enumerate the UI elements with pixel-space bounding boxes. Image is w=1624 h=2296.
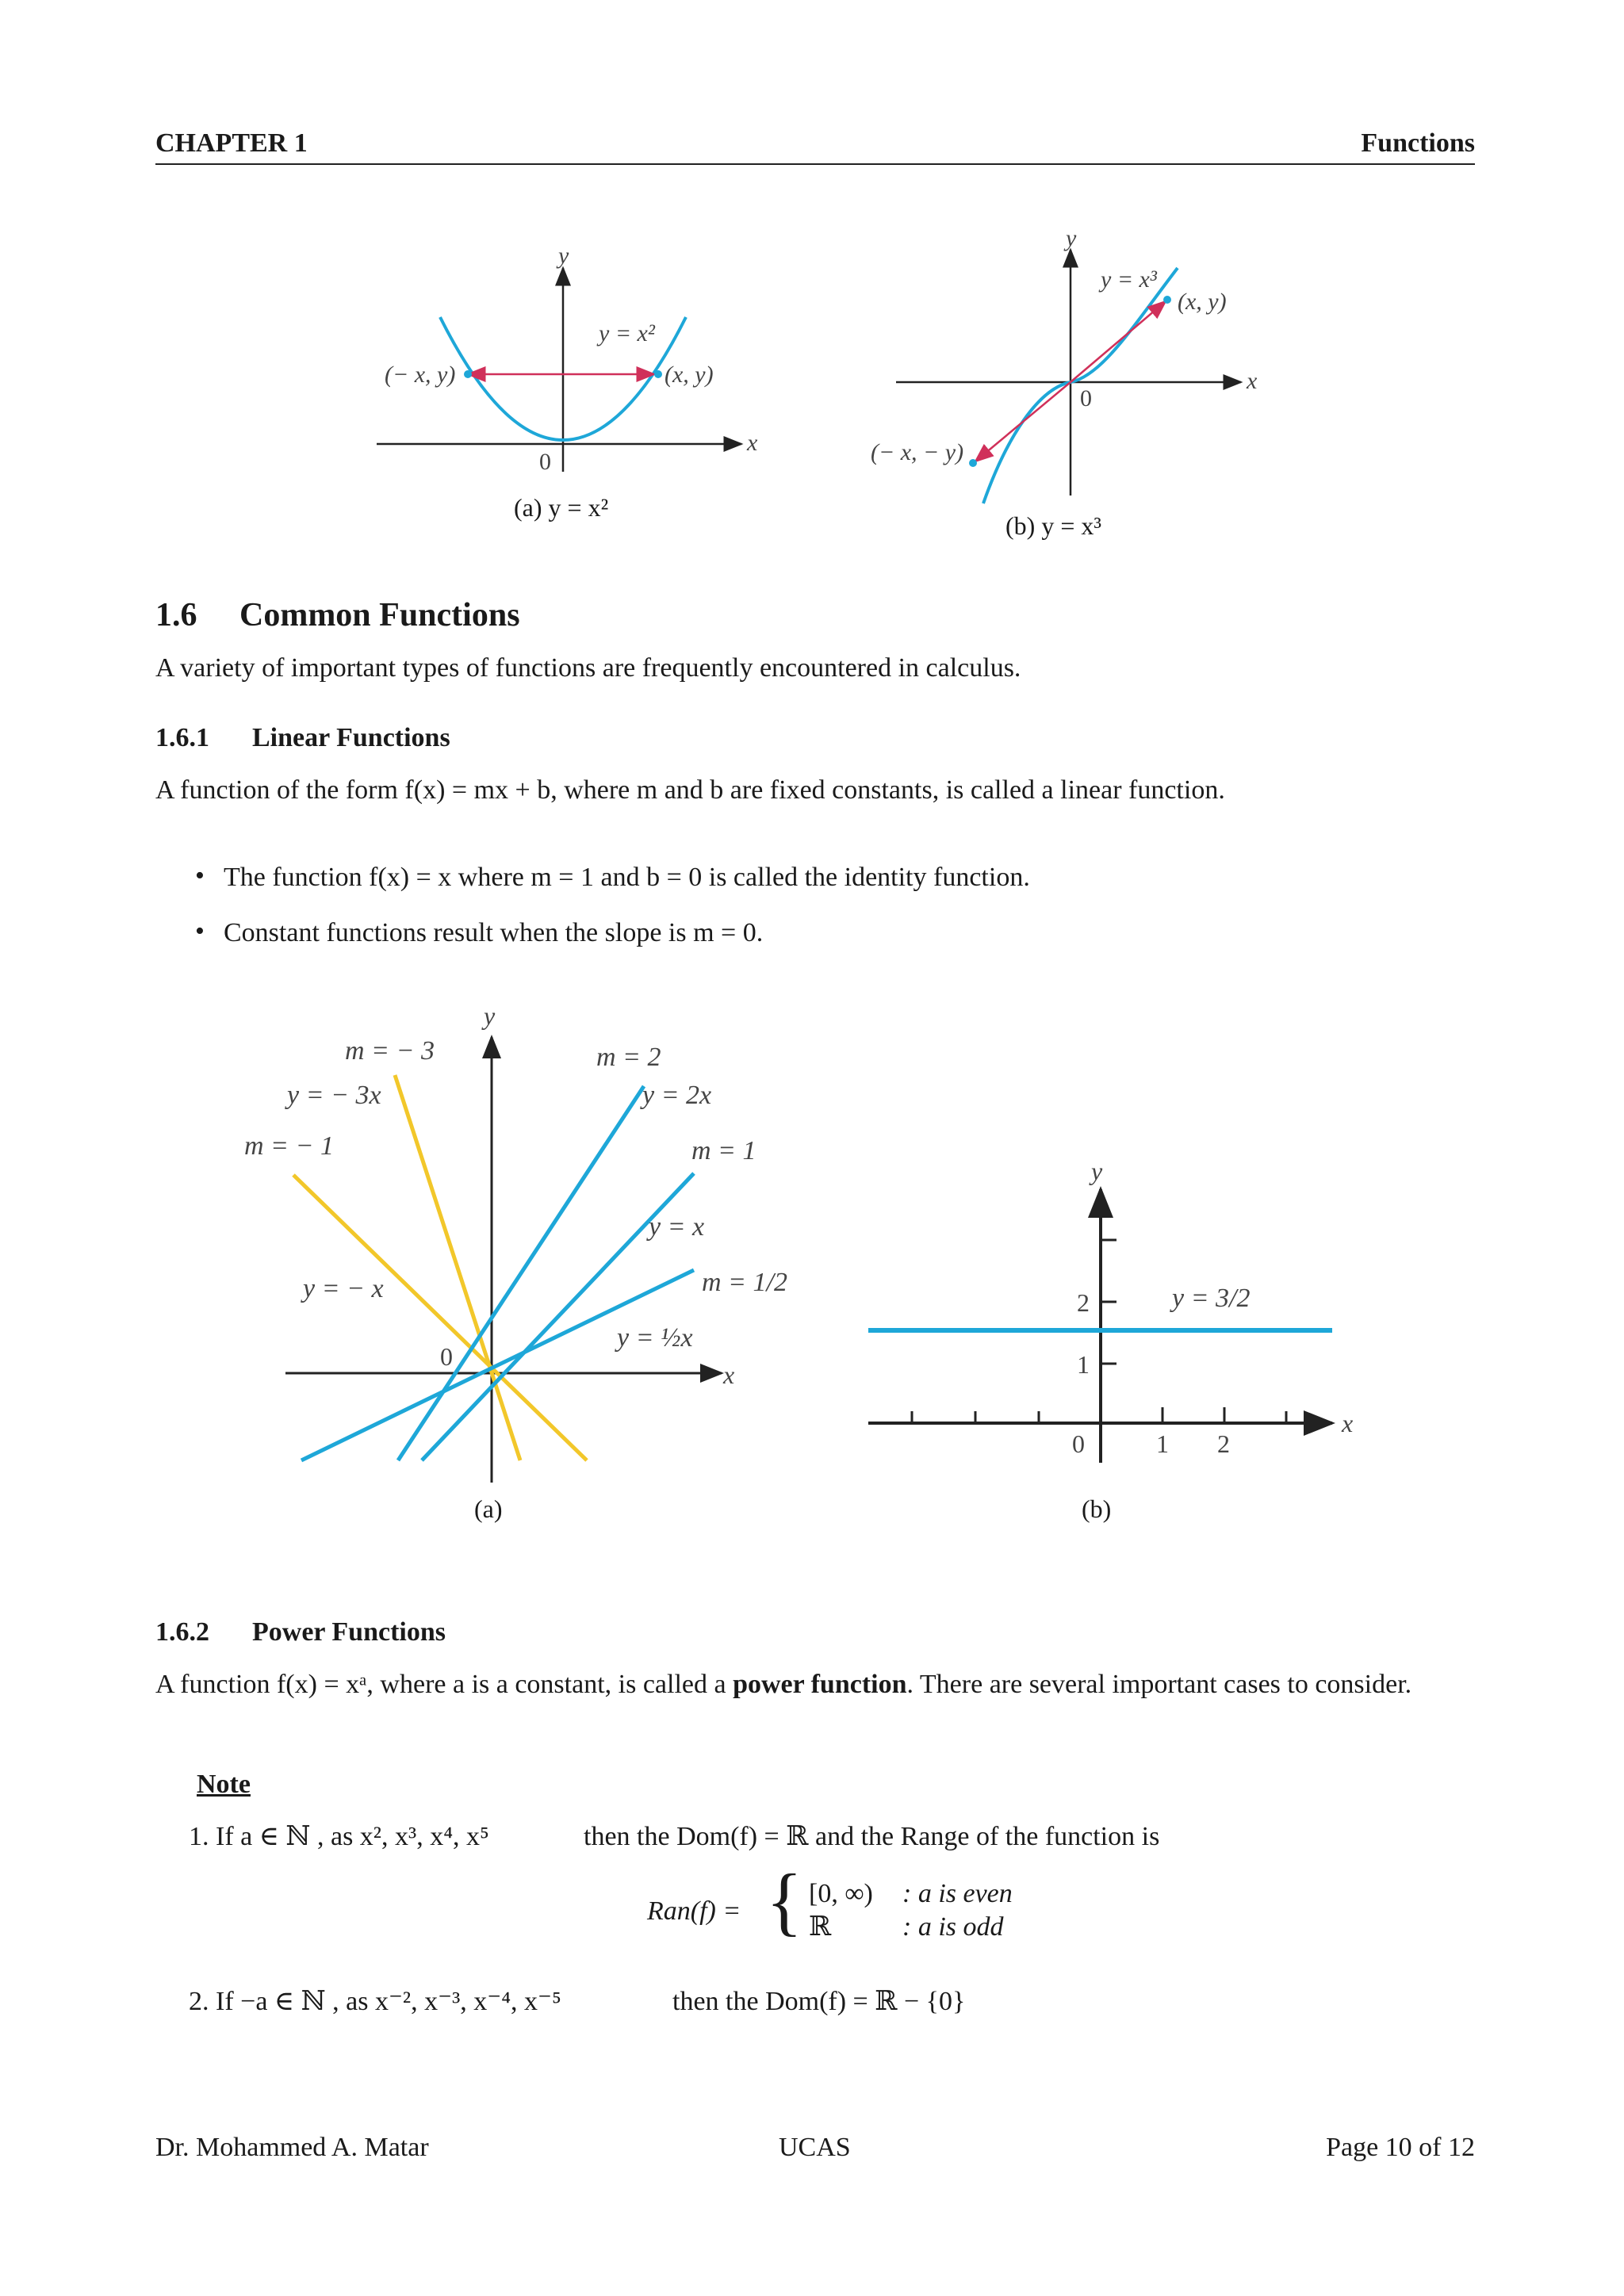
cubic-xlabel: x bbox=[1247, 368, 1258, 394]
section-header: Functions bbox=[1361, 128, 1475, 158]
constant-label: y = 3/2 bbox=[1172, 1284, 1251, 1313]
cubic-caption: (b) y = x³ bbox=[1005, 511, 1101, 540]
ytick-2: 2 bbox=[1077, 1288, 1090, 1317]
label-m-1: m = 1 bbox=[691, 1136, 756, 1165]
ran-brace: { bbox=[766, 1858, 803, 1943]
section-title: Common Functions bbox=[239, 597, 520, 633]
header-rule bbox=[155, 163, 1475, 165]
constant-ylabel: y bbox=[1091, 1157, 1103, 1185]
power-text-before: A function f(x) = xᵃ, where a is a constant, is called a bbox=[155, 1670, 733, 1699]
cubic-ylabel: y bbox=[1066, 225, 1077, 251]
item1-left: 1. If a ∈ ℕ , as x², x³, x⁴, x⁵ bbox=[189, 1822, 489, 1851]
footer-page: Page 10 of 12 bbox=[1326, 2133, 1475, 2162]
cubic-origin: 0 bbox=[1080, 385, 1092, 411]
subsection-number-2: 1.6.2 bbox=[155, 1617, 209, 1647]
note-title: Note bbox=[197, 1770, 251, 1799]
label-y-2x: y = 2x bbox=[642, 1081, 712, 1110]
xtick-1: 1 bbox=[1156, 1429, 1169, 1458]
subsection-title-2: Power Functions bbox=[252, 1617, 446, 1647]
linear-definition: A function of the form f(x) = mx + b, where m and b are fixed constants, is called a linear function. bbox=[155, 775, 1225, 805]
power-text-after: . There are several important cases to consider. bbox=[906, 1670, 1412, 1699]
bullet-dot: • bbox=[195, 916, 205, 946]
constant-caption: (b) bbox=[1082, 1494, 1112, 1523]
label-m-neg1: m = − 1 bbox=[244, 1131, 334, 1161]
parabola-ylabel: y bbox=[558, 243, 569, 269]
section-intro: A variety of important types of functions are frequently encountered in calculus. bbox=[155, 653, 1021, 683]
label-m-2: m = 2 bbox=[596, 1043, 661, 1072]
parabola-point-right: (x, y) bbox=[665, 362, 714, 388]
ran-lhs: Ran(f) = bbox=[647, 1896, 741, 1926]
bullet-dot: • bbox=[195, 861, 205, 890]
parabola-curve-label: y = x² bbox=[599, 320, 655, 346]
subsection-number-1: 1.6.1 bbox=[155, 723, 209, 752]
constant-xlabel: x bbox=[1342, 1409, 1354, 1437]
power-text-bold: power function bbox=[733, 1670, 907, 1699]
label-y-neg3x: y = − 3x bbox=[287, 1081, 381, 1110]
bullet-identity: The function f(x) = x where m = 1 and b = 0 is called the identity function. bbox=[224, 863, 1030, 892]
lines-origin: 0 bbox=[440, 1342, 453, 1371]
footer-institution: UCAS bbox=[779, 2133, 851, 2162]
label-y-halfx: y = ½x bbox=[617, 1323, 693, 1353]
parabola-origin: 0 bbox=[539, 449, 551, 475]
label-m-neg3: m = − 3 bbox=[345, 1036, 435, 1066]
figure-cubic bbox=[864, 225, 1277, 531]
parabola-xlabel: x bbox=[747, 430, 758, 456]
power-definition bbox=[155, 1668, 1475, 1701]
constant-origin: 0 bbox=[1072, 1429, 1085, 1458]
cubic-point-left: (− x, − y) bbox=[871, 439, 964, 465]
chapter-header: CHAPTER 1 bbox=[155, 128, 308, 158]
section-number: 1.6 bbox=[155, 597, 197, 633]
ran-case2: ℝ bbox=[809, 1912, 832, 1942]
cubic-curve-label: y = x³ bbox=[1101, 266, 1157, 293]
ran-cond1: : a is even bbox=[902, 1879, 1013, 1908]
ytick-1: 1 bbox=[1077, 1350, 1090, 1379]
item2-right: then the Dom(f) = ℝ − {0} bbox=[672, 1987, 966, 2016]
label-m-half: m = 1/2 bbox=[702, 1268, 787, 1297]
figure-lines bbox=[238, 1001, 793, 1498]
parabola-point-left: (− x, y) bbox=[385, 362, 456, 388]
lines-caption: (a) bbox=[474, 1494, 503, 1523]
xtick-2: 2 bbox=[1217, 1429, 1230, 1458]
ran-case1: [0, ∞) bbox=[809, 1879, 873, 1908]
label-y-x: y = x bbox=[649, 1212, 705, 1242]
item1-right: then the Dom(f) = ℝ and the Range of the function is bbox=[584, 1822, 1160, 1851]
parabola-caption: (a) y = x² bbox=[514, 493, 609, 522]
lines-ylabel: y bbox=[484, 1001, 496, 1030]
bullet-constant: Constant functions result when the slope is m = 0. bbox=[224, 918, 764, 947]
figure-constant bbox=[856, 1142, 1364, 1475]
item2-left: 2. If −a ∈ ℕ , as x⁻², x⁻³, x⁻⁴, x⁻⁵ bbox=[189, 1987, 561, 2016]
line-m-neg3 bbox=[395, 1075, 520, 1460]
subsection-title-1: Linear Functions bbox=[252, 723, 450, 752]
cubic-point-right: (x, y) bbox=[1178, 289, 1227, 315]
footer-author: Dr. Mohammed A. Matar bbox=[155, 2133, 429, 2162]
ran-cond2: : a is odd bbox=[902, 1912, 1004, 1942]
label-y-negx: y = − x bbox=[303, 1274, 384, 1303]
line-m-2 bbox=[398, 1086, 644, 1460]
lines-xlabel: x bbox=[723, 1360, 735, 1389]
